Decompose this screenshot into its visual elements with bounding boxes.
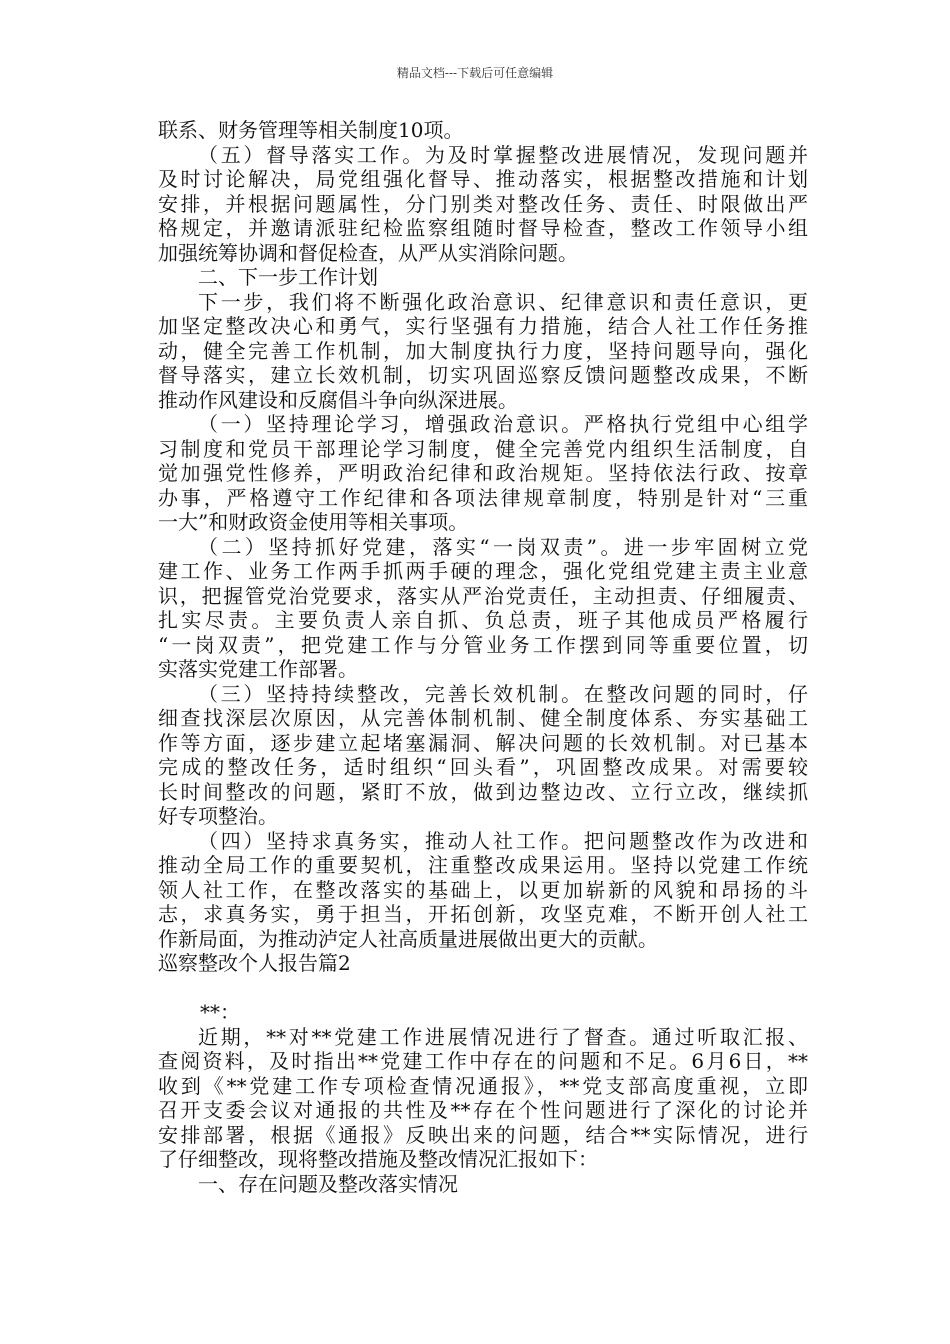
report-title: 巡察整改个人报告篇2 [158,951,351,975]
paragraph-line: 动，健全完善工作机制，加大制度执行力度，坚持问题导向，强化 [158,338,808,363]
paragraph-line: 好专项整治。 [158,804,278,828]
paragraph-line: （四）坚持求真务实，推动人社工作。把问题整改作为改进和 [198,828,808,853]
paragraph-line: 收到《**党建工作专项检查情况通报》，**党支部高度重视，立即 [158,1073,808,1098]
paragraph-line: 识，把握管党治党要求，落实从严治党责任，主动担责、仔细履责、 [158,583,808,608]
paragraph-line: 作新局面，为推动泸定人社高质量进展做出更大的贡献。 [158,926,658,951]
paragraph-line: 长时间整改的问题，紧盯不放，做到边整边改、立行立改，继续抓 [158,779,808,804]
paragraph-line: 近期，**对**党建工作进展情况进行了督查。通过听取汇报、 [198,1024,808,1049]
paragraph-line: 实落实党建工作部署。 [158,657,358,681]
spacer [158,976,808,1001]
paragraph-line: 志，求真务实，勇于担当，开拓创新，攻坚克难，不断开创人社工 [158,902,808,926]
paragraph-line: 细查找深层次原因，从完善体制机制、健全制度体系、夯实基础工 [158,706,808,730]
paragraph-line: （二）坚持抓好党建，落实“一岗双责”。进一步牢固树立党 [198,534,808,559]
section-heading: 一、存在问题及整改落实情况 [198,1171,458,1196]
salutation: **： [200,1000,240,1024]
paragraph-line: 下一步，我们将不断强化政治意识、纪律意识和责任意识，更 [198,289,808,314]
paragraph-line: 召开支委会议对通报的共性及**存在个性问题进行了深化的讨论并 [158,1098,808,1122]
paragraph-line: 习制度和党员干部理论学习制度，健全完善党内组织生活制度，自 [158,436,808,461]
paragraph-line: 督导落实，建立长效机制，切实巩固巡察反馈问题整改成果，不断 [158,363,808,387]
paragraph-line: 领人社工作，在整改落实的基础上，以更加崭新的风貌和昂扬的斗 [158,877,808,902]
paragraph-line: 了仔细整改，现将整改措施及整改情况汇报如下： [158,1147,598,1171]
paragraph-line: 加坚定整改决心和勇气，实行坚强有力措施，结合人社工作任务推 [158,314,808,338]
paragraph-line: 推动全局工作的重要契机，注重整改成果运用。坚持以党建工作统 [158,853,808,877]
paragraph-line: （三）坚持持续整改，完善长效机制。在整改问题的同时，仔 [198,681,808,706]
paragraph-line: 及时讨论解决，局党组强化督导、推动落实，根据整改措施和计划 [158,167,808,191]
paragraph-line: 加强统筹协调和督促检查，从严从实消除问题。 [158,240,578,265]
paragraph-line: （五）督导落实工作。为及时掌握整改进展情况，发现问题并 [198,142,808,167]
paragraph-line: （一）坚持理论学习，增强政治意识。严格执行党组中心组学 [198,412,808,436]
paragraph-line: 联系、财务管理等相关制度10项。 [158,118,464,142]
page-header: 精品文档---下载后可任意编辑 [396,66,554,80]
paragraph-line: 完成的整改任务，适时组织“回头看”，巩固整改成果。对需要较 [158,755,808,779]
paragraph-line: “一岗双责”，把党建工作与分管业务工作摆到同等重要位置，切 [158,632,808,657]
paragraph-line: 查阅资料，及时指出**党建工作中存在的问题和不足。6月6日，** [158,1049,808,1073]
paragraph-line: 作等方面，逐步建立起堵塞漏洞、解决问题的长效机制。对已基本 [158,730,808,755]
paragraph-line: 格规定，并邀请派驻纪检监察组随时督导检查，整改工作领导小组 [158,216,808,240]
section-heading: 二、下一步工作计划 [198,265,378,289]
paragraph-line: 一大”和财政资金使用等相关事项。 [158,510,469,534]
paragraph-line: 推动作风建设和反腐倡斗争向纵深进展。 [158,387,518,412]
paragraph-line: 扎实尽责。主要负责人亲自抓、负总责，班子其他成员严格履行 [158,608,808,632]
paragraph-line: 安排部署，根据《通报》反映出来的问题，结合**实际情况，进行 [158,1122,808,1147]
paragraph-line: 觉加强党性修养，严明政治纪律和政治规矩。坚持依法行政、按章 [158,461,808,485]
paragraph-line: 办事，严格遵守工作纪律和各项法律规章制度，特别是针对“三重 [158,485,808,510]
paragraph-line: 安排，并根据问题属性，分门别类对整改任务、责任、时限做出严 [158,191,808,216]
document-body [158,118,808,1196]
paragraph-line: 建工作、业务工作两手抓两手硬的理念，强化党组党建主责主业意 [158,559,808,583]
